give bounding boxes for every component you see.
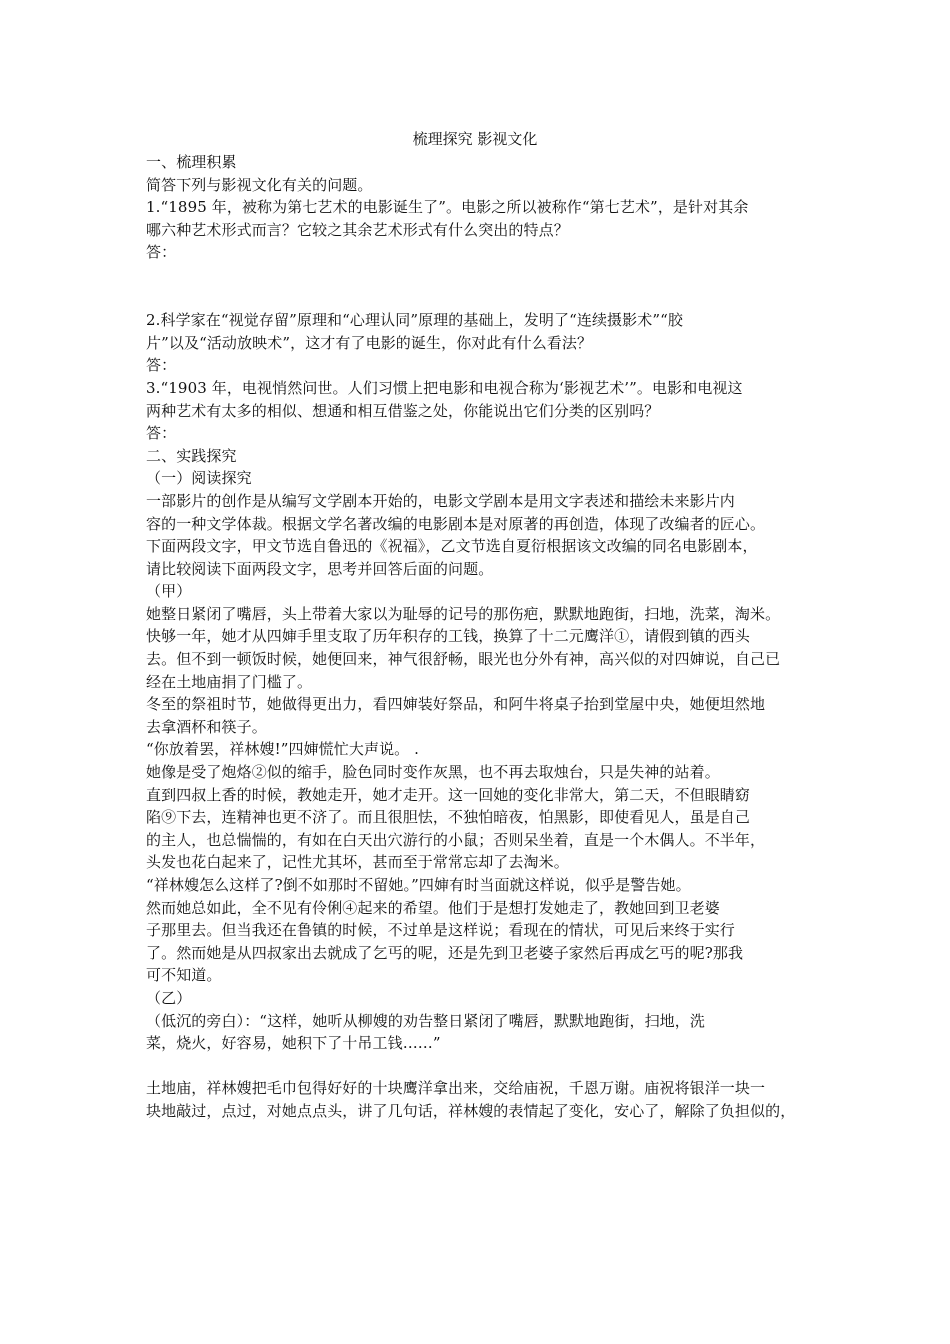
text-line: 容的一种文学体裁。根据文学名著改编的电影剧本是对原著的再创造，体现了改编者的匠心。 [146,514,766,533]
text-line: （乙） [146,988,192,1007]
text-line: 她像是受了炮烙②似的缩手，脸色同时变作灰黑，也不再去取烛台，只是失神的站着。 [146,763,720,782]
text-line: 两种艺术有太多的相似、想通和相互借鉴之处，你能说出它们分类的区别吗？ [146,401,660,420]
blank-line [146,1055,810,1078]
text-line: （一）阅读探究 [146,469,252,488]
text-line: “你放着罢，祥林嫂!”四婶慌忙大声说。 . [146,740,420,759]
text-line: 冬至的祭祖时节，她做得更出力，看四婶装好祭品，和阿牛将桌子抬到堂屋中央，她便坦然地 [146,695,766,714]
blank-line [146,264,810,287]
text-line: 答： [146,243,177,262]
text-line: 菜，烧火，好容易，她积下了十吊工钱……” [146,1034,441,1053]
text-line: 2.科学家在“视觉存留”原理和“心理认同”原理的基础上，发明了“连续摄影术”“胶 [146,311,683,330]
text-line: 请比较阅读下面两段文字，思考并回答后面的问题。 [146,559,494,578]
text-line: 片”以及“活动放映术”，这才有了电影的诞生，你对此有什么看法？ [146,333,593,352]
text-line: 土地庙，祥林嫂把毛巾包得好好的十块鹰洋拿出来，交给庙祝，千恩万谢。庙祝将银洋一块一 [146,1079,766,1098]
text-line: 头发也花白起来了，记性尤其坏，甚而至于常常忘却了去淘米。 [146,853,569,872]
text-line: 然而她总如此，全不见有伶俐④起来的希望。他们于是想打发她走了，教她回到卫老婆 [146,898,720,917]
document-title: 梳理探究 影视文化 [412,130,538,148]
text-line: 去拿酒杯和筷子。 [146,717,267,736]
text-line: （甲） [146,582,192,601]
text-line: 直到四叔上香的时候，教她走开，她才走开。这一回她的变化非常大，第二天，不但眼睛窈 [146,785,751,804]
text-line: “祥林嫂怎么这样了?倒不如那时不留她。”四婶有时当面就这样说，似乎是警告她。 [146,876,691,894]
text-line: 子那里去。但当我还在鲁镇的时候，不过单是这样说；看现在的情状，可见后来终于实行 [146,921,735,940]
text-line: 块地敲过，点过，对她点点头，讲了几句话，祥林嫂的表情起了变化，安心了，解除了负担似的， [146,1101,796,1120]
text-line: 答： [146,356,177,375]
text-line: 二、实践探究 [146,446,237,465]
blank-line [146,287,810,310]
text-line: 答： [146,424,177,443]
text-line: 下面两段文字，甲文节选自鲁迅的《祝福》，乙文节选自夏衍根据该文改编的同名电影剧本， [146,537,758,556]
text-line: （低沉的旁白）：“这样，她听从柳嫂的劝告整日紧闭了嘴唇，默默地跑街，扫地，洗 [146,1011,705,1030]
text-line: 可不知道。 [146,966,222,985]
text-line: 陷⑨下去，连精神也更不济了。而且很胆怯，不独怕暗夜，怕黑影，即使看见人，虽是自己 [146,808,751,827]
text-line: 她整日紧闭了嘴唇，头上带着大家以为耻辱的记号的那伤疤，默默地跑街，扫地，洗菜，淘米。 [146,604,781,623]
text-line: 去。但不到一顿饭时候，她便回来，神气很舒畅，眼光也分外有神，高兴似的对四婶说，自己已 [146,650,781,669]
document-body [146,151,810,1123]
text-line: 一、梳理积累 [146,153,237,171]
text-line: 一部影片的创作是从编写文学剧本开始的，电影文学剧本是用文字表述和描绘未来影片内 [146,491,735,510]
text-line: 了。然而她是从四叔家出去就成了乞丐的呢，还是先到卫老婆子家然后再成乞丐的呢?那我 [146,943,744,962]
text-line: 哪六种艺术形式而言？它较之其余艺术形式有什么突出的特点？ [146,220,569,239]
text-line: 快够一年，她才从四婶手里支取了历年积存的工钱，换算了十二元鹰洋①，请假到镇的西头 [146,627,751,646]
text-line: 的主人，也总惴惴的，有如在白天出穴游行的小鼠；否则呆坐着，直是一个木偶人。不半年， [146,830,766,849]
text-line: 3.“1903 年，电视悄然问世。人们习惯上把电影和电视合称为‘影视艺术’”。电影和电视这 [146,378,743,397]
text-line: 1.“1895 年，被称为第七艺术的电影诞生了”。电影之所以被称作“第七艺术”，是针对其余 [146,198,749,217]
text-line: 经在土地庙捐了门槛了。 [146,672,313,691]
text-line: 简答下列与影视文化有关的问题。 [146,175,373,194]
